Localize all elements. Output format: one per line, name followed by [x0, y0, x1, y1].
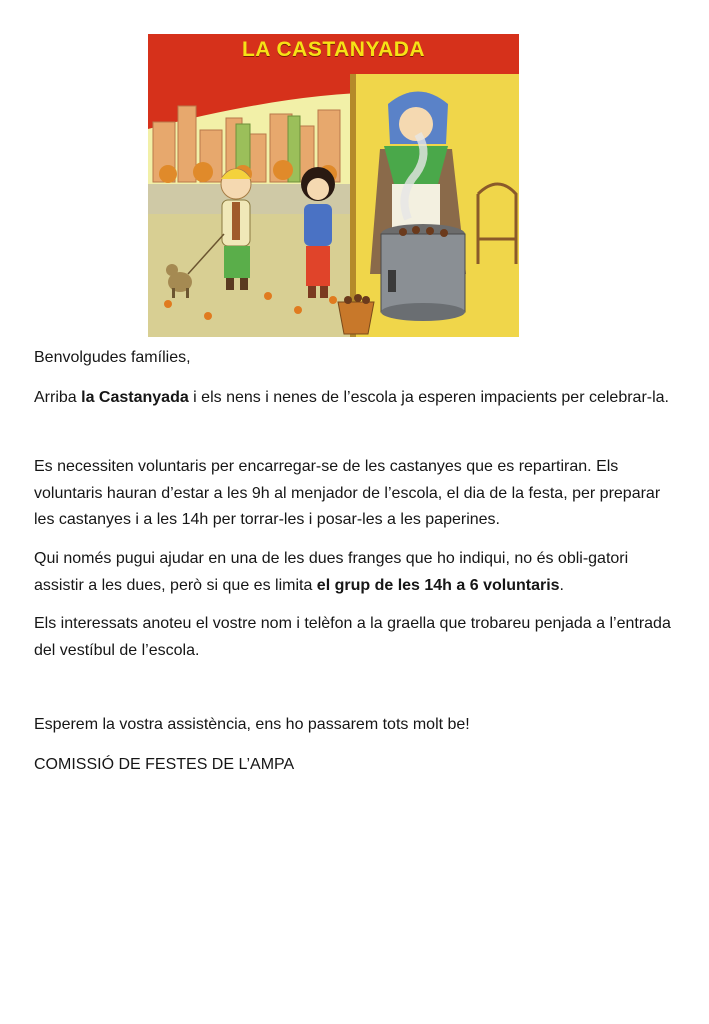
castanyada-banner	[148, 34, 519, 337]
paragraph-franges-pre: Qui només pugui ajudar en una de les dues franges que ho indiqui, no és obli-gatori assistir a les dues, però si que es limita	[34, 550, 629, 594]
paragraph-arriba-bold: la Castanyada	[81, 389, 189, 406]
letter-greeting: Benvolgudes famílies,	[34, 349, 191, 366]
letter-closing: Esperem la vostra assistència, ens ho passarem tots molt be!	[34, 716, 470, 733]
paragraph-arriba-post: i els nens i nenes de l’escola ja esperen impacients per celebrar-la.	[188, 389, 669, 406]
paragraph-interessats: Els interessats anoteu el vostre nom i telèfon a la graella que trobareu penjada a l’entrada del vestíbul de l’escola.	[34, 615, 671, 659]
paragraph-voluntaris: Es necessiten voluntaris per encarregar-se de les castanyes que es repartiran. Els voluntaris hauran d’estar a les 9h al menjador de l’escola, el dia de la festa, per preparar les castanyes i a les 14h per torrar-les i posar-les a les paperines.	[34, 458, 661, 528]
paragraph-franges-post: .	[559, 576, 564, 594]
paragraph-arriba	[34, 385, 679, 412]
letter-signature: COMISSIÓ DE FESTES DE L’AMPA	[34, 756, 295, 773]
paragraph-arriba-pre: Arriba	[34, 389, 82, 406]
children-walking-dog-and-chestnut-seller-icon	[148, 34, 519, 337]
paragraph-franges	[34, 546, 679, 599]
paragraph-franges-bold: el grup de les 14h a 6 voluntaris	[316, 576, 560, 594]
banner-title: LA CASTANYADA	[241, 38, 426, 61]
